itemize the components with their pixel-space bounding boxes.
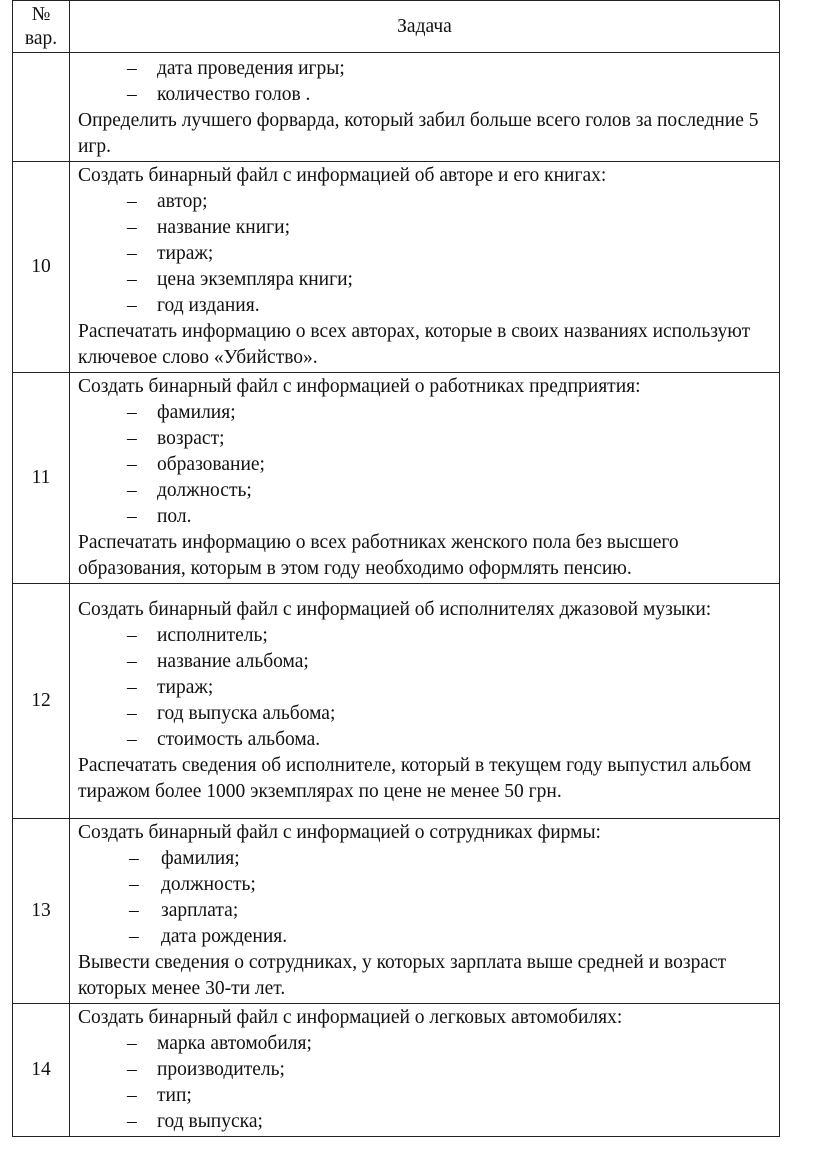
list-item-text: стоимость альбома. bbox=[157, 729, 321, 750]
task-conclusion: Вывести сведения о сотрудниках, у которых зарплата выше средней и возраст которых менее 30-ти лет. bbox=[78, 952, 727, 999]
variant-number: 11 bbox=[31, 467, 51, 488]
header-task-cell bbox=[70, 1, 780, 53]
list-item bbox=[78, 293, 775, 319]
task-intro: Создать бинарный файл с информацией о легковых автомобилях: bbox=[78, 1007, 623, 1028]
dash-bullet: – bbox=[127, 625, 137, 646]
list-item-text: год издания. bbox=[157, 295, 260, 316]
dash-bullet: – bbox=[127, 428, 137, 449]
list-item-text: тираж; bbox=[157, 677, 214, 698]
table-row bbox=[13, 1004, 780, 1137]
dash-bullet: – bbox=[127, 269, 137, 290]
list-item-text: автор; bbox=[157, 191, 208, 212]
task-intro: Создать бинарный файл с информацией о работниках предприятия: bbox=[78, 376, 641, 397]
dash-bullet: – bbox=[129, 874, 139, 895]
task-conclusion: Определить лучшего форварда, который забил больше всего голов за последние 5 игр. bbox=[78, 110, 759, 157]
dash-bullet: – bbox=[127, 84, 137, 105]
list-item bbox=[78, 241, 775, 267]
task-cell bbox=[70, 373, 780, 584]
list-item bbox=[78, 452, 775, 478]
list-item-text: цена экземпляра книги; bbox=[157, 269, 353, 290]
dash-bullet: – bbox=[127, 454, 137, 475]
tasks-table bbox=[12, 0, 780, 1137]
list-item bbox=[78, 675, 775, 701]
list-item bbox=[78, 623, 775, 649]
list-item-text: зарплата; bbox=[161, 900, 239, 921]
list-item-text: фамилия; bbox=[161, 848, 240, 869]
table-header-row bbox=[13, 1, 780, 53]
task-cell bbox=[70, 1004, 780, 1137]
dash-bullet: – bbox=[127, 217, 137, 238]
list-item bbox=[78, 478, 775, 504]
task-cell bbox=[70, 819, 780, 1004]
list-item bbox=[78, 189, 775, 215]
list-item-text: должность; bbox=[157, 480, 252, 501]
variant-number-cell bbox=[13, 819, 70, 1004]
table-row bbox=[13, 584, 780, 819]
task-cell bbox=[70, 584, 780, 819]
variant-number-cell bbox=[13, 1004, 70, 1137]
list-item-text: название альбома; bbox=[157, 651, 309, 672]
table-row bbox=[13, 53, 780, 162]
list-item-text: год выпуска альбома; bbox=[157, 703, 336, 724]
list-item-text: дата проведения игры; bbox=[157, 58, 345, 79]
dash-bullet: – bbox=[127, 506, 137, 527]
list-item bbox=[78, 924, 775, 950]
list-item bbox=[78, 701, 775, 727]
header-number-label: № вар. bbox=[24, 3, 58, 49]
list-item bbox=[78, 872, 775, 898]
list-item-text: дата рождения. bbox=[161, 926, 288, 947]
list-item-text: должность; bbox=[161, 874, 256, 895]
dash-bullet: – bbox=[127, 58, 137, 79]
list-item bbox=[78, 649, 775, 675]
dash-bullet: – bbox=[127, 1085, 137, 1106]
task-conclusion: Распечатать сведения об исполнителе, который в текущем году выпустил альбом тиражом более 1000 экземплярах по цене не менее 50 грн. bbox=[78, 755, 752, 802]
list-item-text: фамилия; bbox=[157, 402, 236, 423]
variant-number-cell bbox=[13, 584, 70, 819]
list-item-text: производитель; bbox=[157, 1059, 285, 1080]
list-item bbox=[78, 846, 775, 872]
list-item bbox=[78, 56, 775, 82]
dash-bullet: – bbox=[127, 191, 137, 212]
list-item bbox=[78, 1109, 775, 1135]
table-row bbox=[13, 373, 780, 584]
table-row bbox=[13, 162, 780, 373]
list-item-text: возраст; bbox=[157, 428, 225, 449]
variant-number: 12 bbox=[31, 690, 51, 711]
variant-number-cell bbox=[13, 162, 70, 373]
dash-bullet: – bbox=[127, 402, 137, 423]
list-item bbox=[78, 400, 775, 426]
list-item-text: количество голов . bbox=[157, 84, 311, 105]
list-item bbox=[78, 727, 775, 753]
dash-bullet: – bbox=[127, 1059, 137, 1080]
list-item bbox=[78, 1031, 775, 1057]
dash-bullet: – bbox=[129, 926, 139, 947]
list-item-text: марка автомобиля; bbox=[157, 1033, 312, 1054]
list-item-text: исполнитель; bbox=[157, 625, 268, 646]
list-item bbox=[78, 1083, 775, 1109]
variant-number-cell bbox=[13, 53, 70, 162]
variant-number: 14 bbox=[31, 1059, 51, 1080]
task-cell bbox=[70, 53, 780, 162]
task-intro: Создать бинарный файл с информацией о сотрудниках фирмы: bbox=[78, 822, 601, 843]
task-conclusion: Распечатать информацию о всех работниках женского пола без высшего образования, которым в этом году необходимо оформлять пенсию. bbox=[78, 532, 679, 579]
list-item bbox=[78, 267, 775, 293]
list-item bbox=[78, 426, 775, 452]
variant-number-cell bbox=[13, 373, 70, 584]
list-item-text: образование; bbox=[157, 454, 265, 475]
dash-bullet: – bbox=[127, 677, 137, 698]
header-number-cell bbox=[13, 1, 70, 53]
dash-bullet: – bbox=[127, 480, 137, 501]
dash-bullet: – bbox=[127, 1033, 137, 1054]
list-item-text: год выпуска; bbox=[157, 1111, 263, 1132]
list-item bbox=[78, 215, 775, 241]
header-task-label: Задача bbox=[397, 15, 452, 37]
variant-number: 10 bbox=[31, 256, 51, 277]
dash-bullet: – bbox=[127, 243, 137, 264]
dash-bullet: – bbox=[127, 1111, 137, 1132]
dash-bullet: – bbox=[127, 651, 137, 672]
list-item-text: тип; bbox=[157, 1085, 192, 1106]
dash-bullet: – bbox=[129, 848, 139, 869]
list-item-text: пол. bbox=[157, 506, 192, 527]
task-cell bbox=[70, 162, 780, 373]
dash-bullet: – bbox=[127, 729, 137, 750]
list-item bbox=[78, 82, 775, 108]
dash-bullet: – bbox=[127, 295, 137, 316]
list-item bbox=[78, 898, 775, 924]
table-row bbox=[13, 819, 780, 1004]
list-item-text: название книги; bbox=[157, 217, 290, 238]
dash-bullet: – bbox=[127, 703, 137, 724]
task-conclusion: Распечатать информацию о всех авторах, которые в своих названиях используют ключевое слово «Убийство». bbox=[78, 321, 751, 368]
list-item bbox=[78, 504, 775, 530]
variant-number: 13 bbox=[31, 900, 51, 921]
dash-bullet: – bbox=[129, 900, 139, 921]
task-intro: Создать бинарный файл с информацией об авторе и его книгах: bbox=[78, 165, 607, 186]
list-item-text: тираж; bbox=[157, 243, 214, 264]
list-item bbox=[78, 1057, 775, 1083]
task-intro: Создать бинарный файл с информацией об исполнителях джазовой музыки: bbox=[78, 599, 712, 620]
